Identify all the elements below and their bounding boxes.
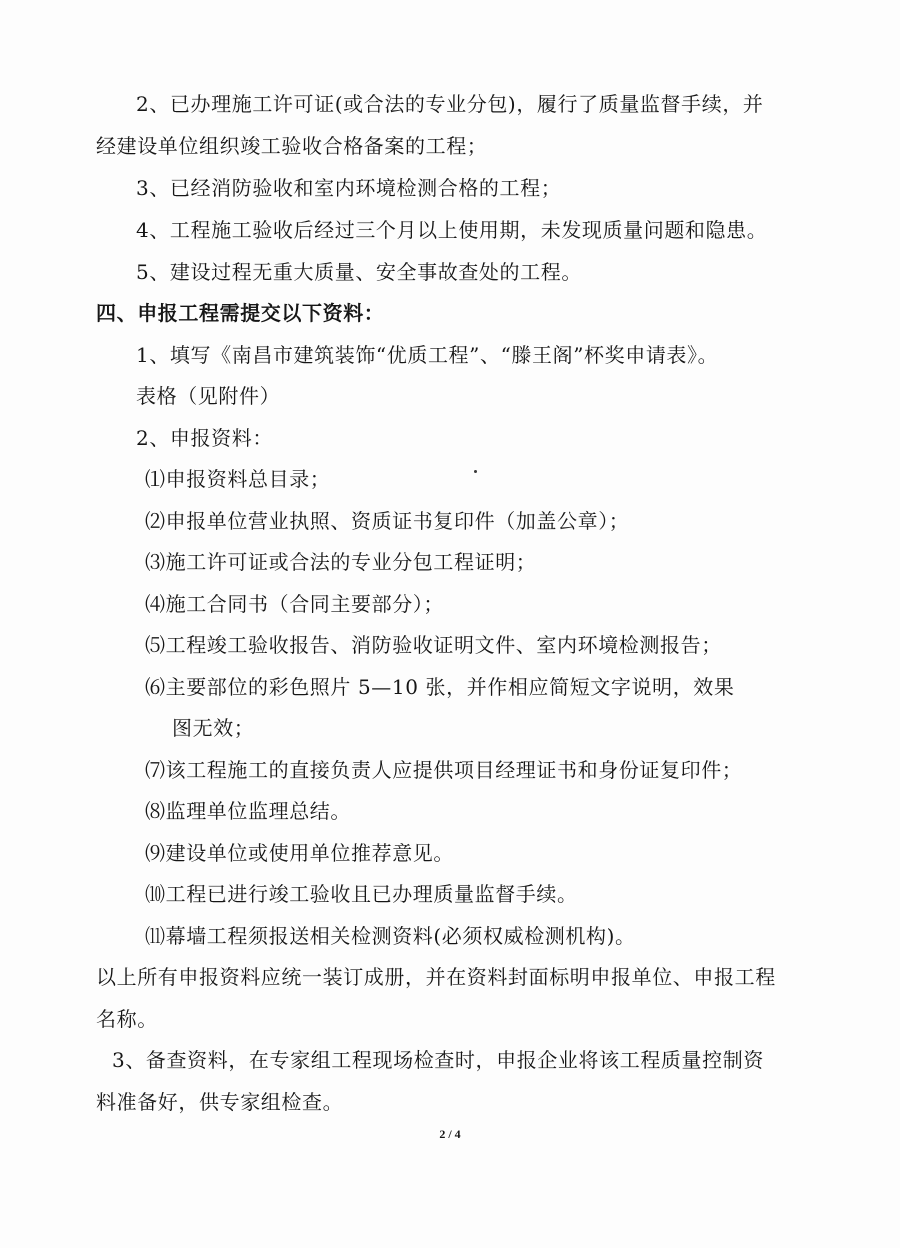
text-line-binding-note: 以上所有申报资料应统一装订成册，并在资料封面标明申报单位、申报工程: [96, 965, 776, 989]
text-line-submit-3-cont: 料准备好，供专家组检查。: [96, 1090, 344, 1114]
list-item-3: ⑶施工许可证或合法的专业分包工程证明；: [145, 550, 537, 574]
text-line-form-note: 表格（见附件）: [136, 384, 281, 408]
list-item-4: ⑷施工合同书（合同主要部分）；: [145, 592, 444, 616]
text-line-item-2: 2、已办理施工许可证(或合法的专业分包)，履行了质量监督手续，并: [136, 92, 764, 116]
section-heading-4: 四、申报工程需提交以下资料：: [96, 301, 385, 325]
text-line-submit-2: 2、申报资料：: [136, 426, 273, 450]
text-line-item-4: 4、工程施工验收后经过三个月以上使用期，未发现质量问题和隐患。: [136, 218, 768, 242]
list-item-7: ⑺该工程施工的直接负责人应提供项目经理证书和身份证复印件；: [145, 758, 743, 782]
list-item-2: ⑵申报单位营业执照、资质证书复印件（加盖公章）；: [145, 509, 630, 533]
list-item-11: ⑾幕墙工程须报送相关检测资料(必须权威检测机构)。: [145, 924, 636, 948]
list-item-8: ⑻监理单位监理总结。: [145, 799, 351, 823]
list-item-1: ⑴申报资料总目录；: [145, 467, 331, 491]
text-line-item-5: 5、建设过程无重大质量、安全事故查处的工程。: [136, 260, 582, 284]
list-item-6-cont: 图无效；: [172, 716, 255, 740]
text-line-submit-1: 1、填写《南昌市建筑装饰“优质工程”、“滕王阁”杯奖申请表》。: [136, 343, 719, 367]
scan-speck: [474, 470, 477, 473]
list-item-6: ⑹主要部位的彩色照片 5—10 张，并作相应简短文字说明，效果: [145, 675, 735, 699]
text-line-item-2-cont: 经建设单位组织竣工验收合格备案的工程；: [96, 134, 488, 158]
list-item-10: ⑽工程已进行竣工验收且已办理质量监督手续。: [145, 882, 578, 906]
list-item-5: ⑸工程竣工验收报告、消防验收证明文件、室内环境检测报告；: [145, 633, 722, 657]
list-item-9: ⑼建设单位或使用单位推荐意见。: [145, 841, 454, 865]
text-line-binding-note-cont: 名称。: [96, 1007, 158, 1031]
text-line-item-3: 3、已经消防验收和室内环境检测合格的工程；: [136, 176, 562, 200]
page-number: 2 / 4: [439, 1127, 461, 1141]
text-line-submit-3: 3、备查资料，在专家组工程现场检查时，申报企业将该工程质量控制资: [112, 1048, 764, 1072]
